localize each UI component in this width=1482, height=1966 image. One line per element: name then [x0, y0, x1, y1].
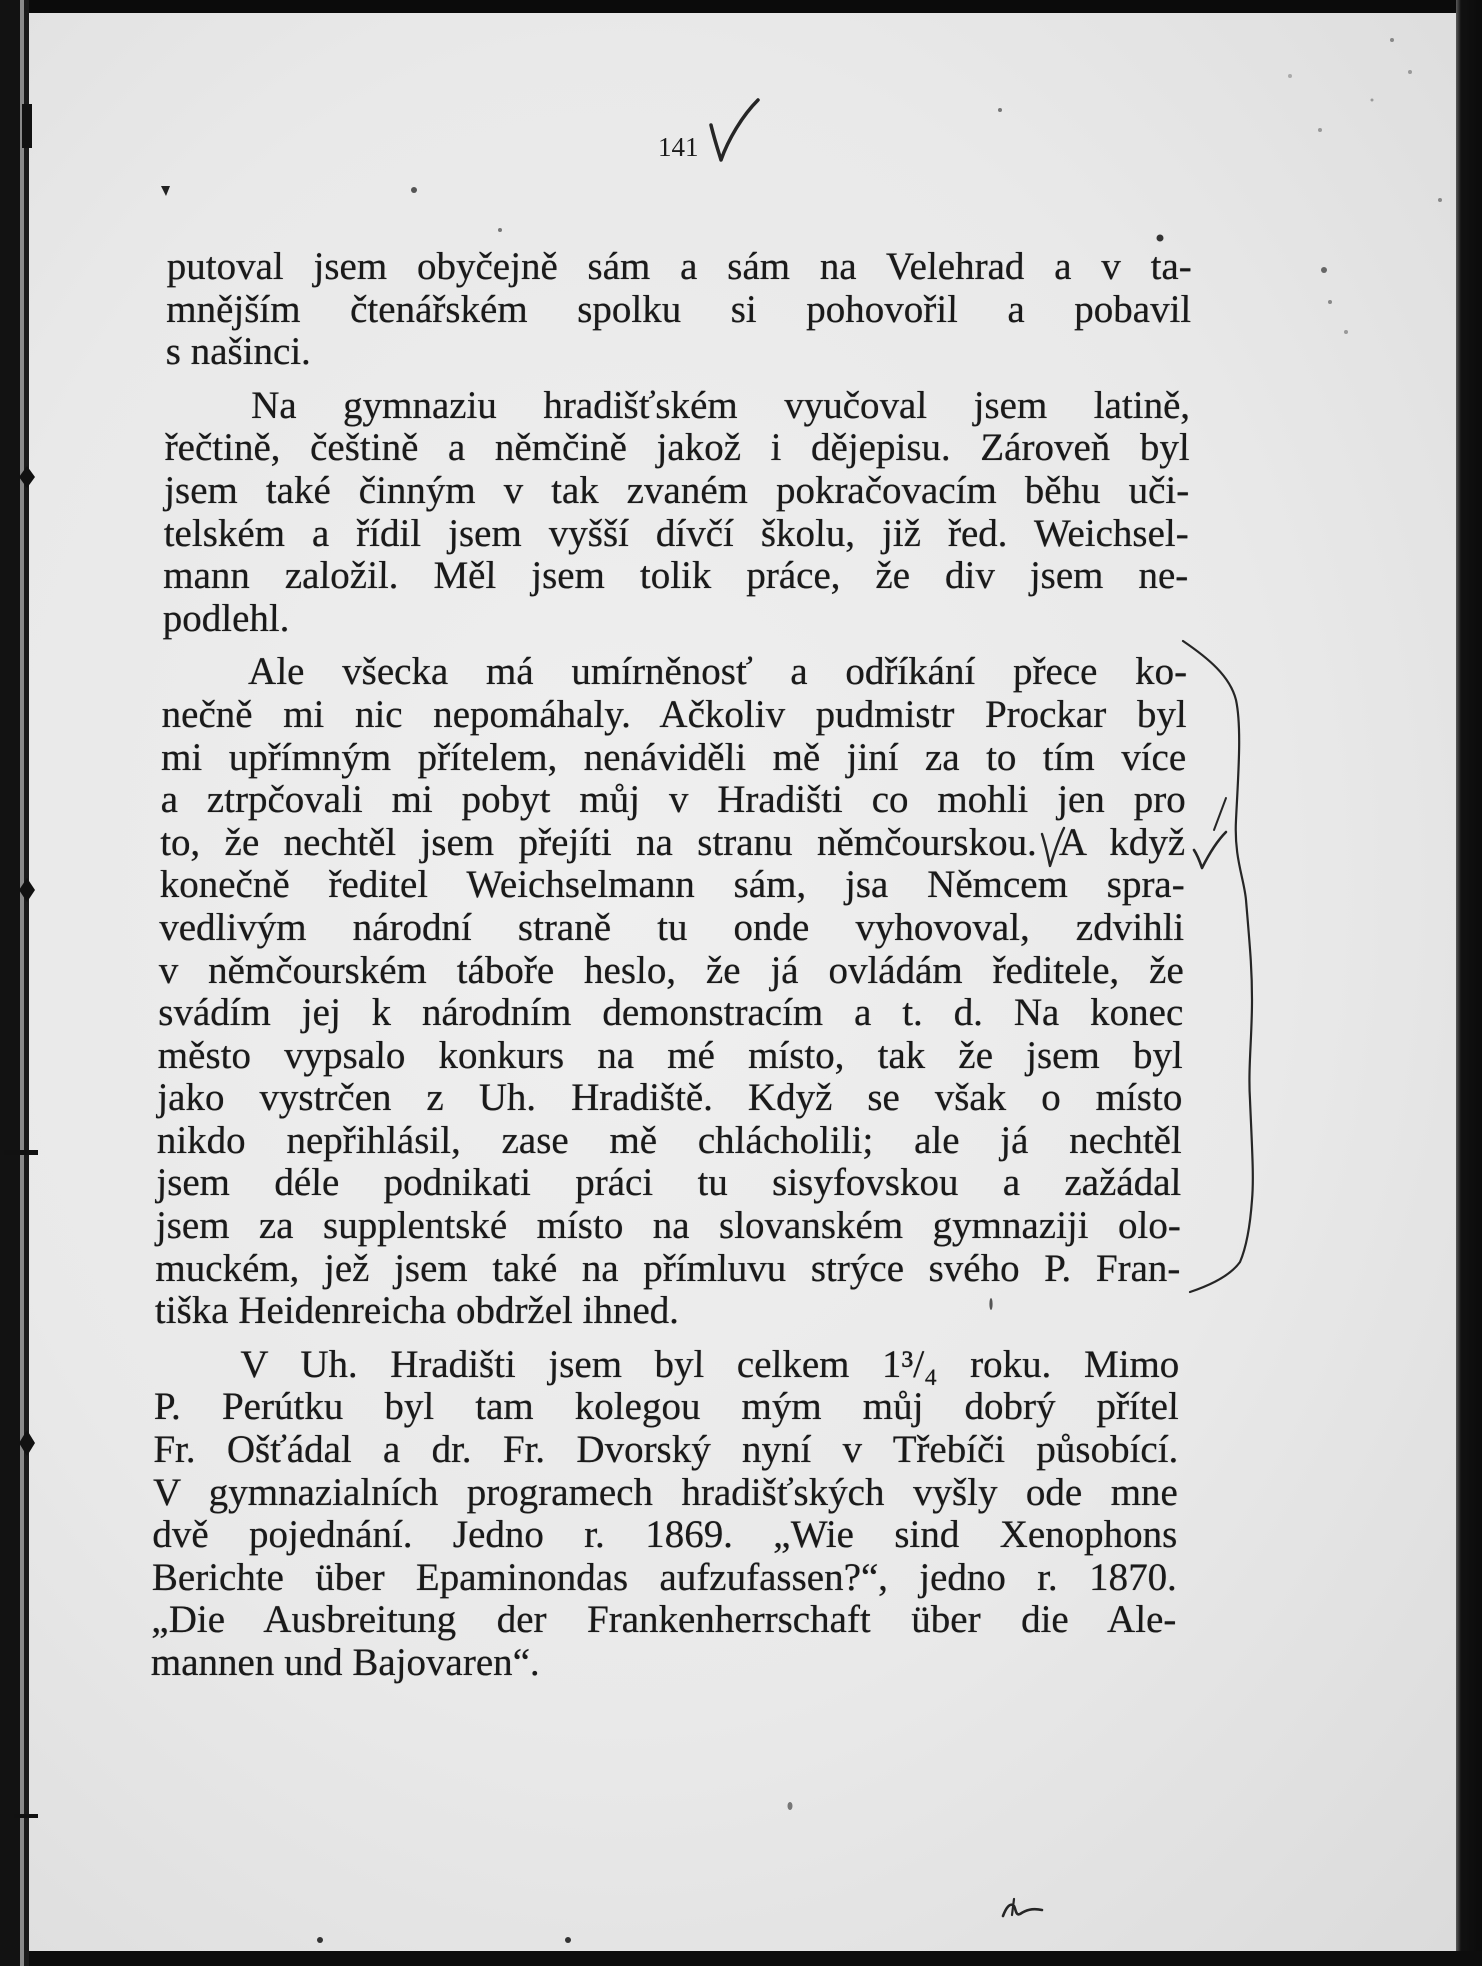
text-line: nikdo nepřihlásil, zase mě chlácholili; ale já nechtěl — [156, 1118, 1183, 1162]
scan-border-top — [0, 0, 1482, 13]
text-line: dvě pojednání. Jedno r. 1869. „Wie sind Xenophons — [152, 1513, 1178, 1557]
text-line: mi upřímným přítelem, nenáviděli mě jiní za to tím více — [160, 735, 1187, 779]
text-line: mann založil. Měl jsem tolik práce, že div jsem ne- — [163, 554, 1189, 598]
text-line: Fr. Ošťádal a dr. Fr. Dvorský nyní v Třebíči působící. — [153, 1428, 1179, 1472]
paragraph — [151, 1344, 1180, 1685]
text-line: jsem za supplentské místo na slovanském gymnaziji olo- — [155, 1204, 1182, 1248]
text-line: jsem déle podnikati práci tu sisyfovskou a zažádal — [156, 1161, 1182, 1205]
text-line: řečtině, češtině a němčině jakož i dějepisu. Zároveň byl — [164, 426, 1190, 470]
scan-border-left — [0, 0, 40, 1966]
text-line: s našinci. — [165, 330, 312, 374]
text-line: svádím jej k národním demonstracím a t. d. Na konec — [158, 991, 1184, 1035]
text-line: v němčourském táboře heslo, že já ovládám ředitele, že — [158, 948, 1185, 992]
scan-border-right — [1456, 0, 1482, 1966]
page-number: 141 — [658, 132, 699, 162]
text-line: Ale všecka má umírněnosť a odříkání přece ko- — [247, 650, 1188, 694]
text-line: putoval jsem obyčejně sám a sám na Velehrad a v ta- — [166, 245, 1193, 288]
text-line: „Die Ausbreitung der Frankenherrschaft über die Ale- — [151, 1598, 1177, 1642]
text-line: město vypsalo konkurs na mé místo, tak že jsem byl — [157, 1033, 1184, 1077]
text-line: nečně mi nic nepomáhaly. Ačkoliv pudmistr Prockar byl — [161, 692, 1187, 736]
text-line: vedlivým národní straně tu onde vyhovoval, zdvihli — [159, 905, 1185, 949]
text-line: telském a řídil jsem vyšší dívčí školu, již řed. Weichsel- — [163, 511, 1189, 555]
handwritten-tick-icon — [1190, 830, 1230, 872]
text-line: muckém, jež jsem také na přímluvu strýce svého P. Fran- — [155, 1246, 1181, 1290]
text-line: mnějším čtenářském spolku si pohovořil a pobavil — [166, 287, 1192, 331]
text-line: tiška Heidenreicha obdržel ihned. — [154, 1289, 680, 1333]
text-line: P. Perútku byl tam kolegou mým můj dobrý přítel — [153, 1385, 1180, 1429]
text-line: V Uh. Hradišti jsem byl celkem 1³/₄ roku. Mimo — [240, 1342, 1180, 1386]
text-line: konečně ředitel Weichselmann sám, jsa Němcem spra- — [159, 863, 1185, 907]
paragraph — [155, 651, 1188, 1333]
handwritten-margin-bracket-icon — [1168, 628, 1272, 1308]
handwritten-check-mark-icon — [704, 98, 764, 164]
scan-border-bottom — [0, 1951, 1482, 1966]
text-line: jako vystrčen z Uh. Hradiště. Když se však o místo — [157, 1076, 1183, 1120]
text-line: V gymnazialních programech hradišťských vyšly ode mne — [152, 1470, 1179, 1514]
handwritten-insert-mark-icon — [1038, 826, 1068, 870]
handwritten-pencil-mark-icon — [1000, 1896, 1046, 1924]
body-text — [151, 246, 1192, 1685]
text-line: podlehl. — [162, 596, 290, 640]
text-line: Berichte über Epaminondas aufzufassen?“, jedno r. 1870. — [151, 1555, 1178, 1599]
text-line: jsem také činným v tak zvaném pokračovacím běhu uči- — [163, 468, 1190, 512]
text-line: a ztrpčovali mi pobyt můj v Hradišti co mohli jen pro — [160, 778, 1186, 822]
paragraph — [163, 385, 1191, 641]
text-line: to, že nechtěl jsem přejíti na stranu němčourskou. A když — [159, 820, 1186, 864]
text-line: Na gymnaziu hradišťském vyučoval jsem latině, — [250, 383, 1191, 427]
text-line: mannen und Bajovaren“. — [150, 1641, 540, 1684]
paragraph — [166, 246, 1192, 374]
